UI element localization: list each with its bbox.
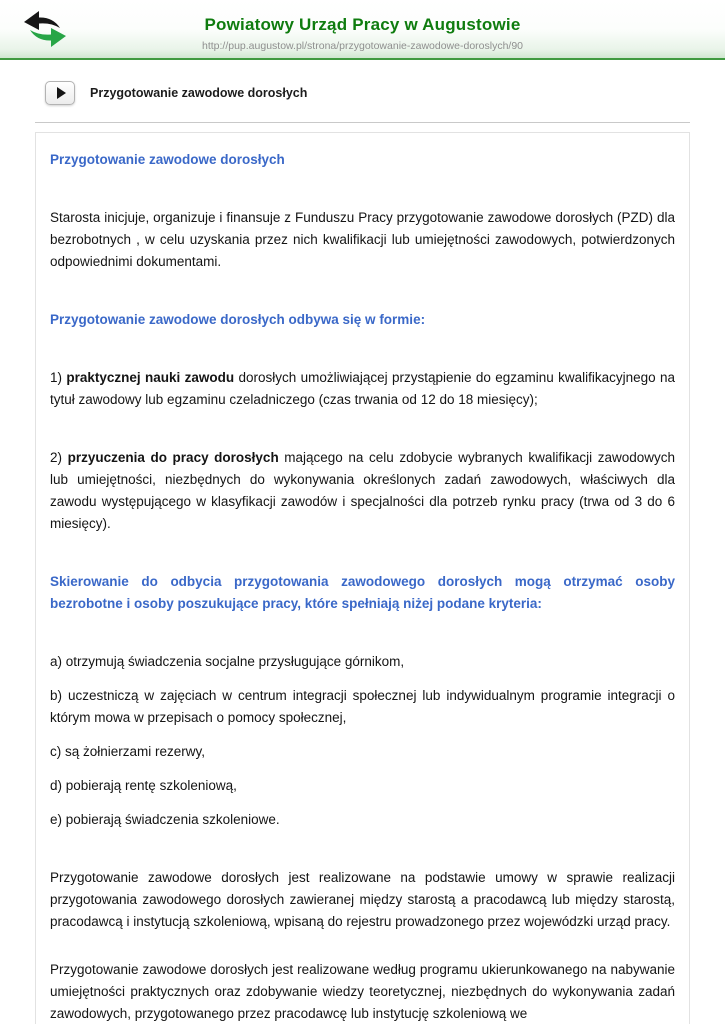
bold-run: praktycznej nauki zawodu xyxy=(66,370,235,385)
section-heading-forms: Przygotowanie zawodowe dorosłych odbywa się w formie: xyxy=(50,312,426,327)
criteria-item-b: b) uczestniczą w zajęciach w centrum integracji społecznej lub indywidualnym programie integracji o którym mowa w przepisach o pomocy społecznej, xyxy=(50,688,675,725)
text-run: 2) xyxy=(50,450,68,465)
text-run: dorosłych umożliwiającej przystąpienie do egzaminu kwalifikacyjnego na tytuł zawodowy lub egzaminu czeladniczego (czas trwania od 12 do 18 miesięcy); xyxy=(50,370,675,407)
site-header xyxy=(0,0,725,60)
criteria-item-d: d) pobierają rentę szkoleniową, xyxy=(50,778,237,793)
program-paragraph: Przygotowanie zawodowe dorosłych jest realizowane według programu ukierunkowanego na nabywanie umiejętności praktycznych oraz zdobywanie wiedzy teoretycznej, niezbędnych do wykonywania zadań zawodowych, przygotowanego przez pracodawcę lub instytucję szkoleniową we xyxy=(50,962,675,1021)
text-run: 1) xyxy=(50,370,67,385)
criteria-item-a: a) otrzymują świadczenia socjalne przysługujące górnikom, xyxy=(50,654,405,669)
breadcrumb-label: Przygotowanie zawodowe dorosłych xyxy=(90,86,308,100)
play-arrow-icon xyxy=(45,81,75,105)
article-content xyxy=(35,132,690,1024)
intro-paragraph: Starosta inicjuje, organizuje i finansuje z Funduszu Pracy przygotowanie zawodowe dorosłych (PZD) dla bezrobotnych , w celu uzyskania przez nich kwalifikacji lub umiejętności zawodowych, potwierdzonych odpowiednimi dokumentami. xyxy=(50,210,675,269)
pup-logo-arrows-icon xyxy=(22,9,68,49)
text-run: mającego na celu zdobycie wybranych kwalifikacji zawodowych lub umiejętności, niezbędnych do wykonywania określonych zadań zawodowych, właściwych dla zawodu występującego w klasyfikacji zawodów i specjalności dla potrzeb rynku pracy (trwa od 3 do 6 miesięcy). xyxy=(50,450,675,531)
breadcrumb xyxy=(0,60,725,105)
criteria-item-c: c) są żołnierzami rezerwy, xyxy=(50,744,206,759)
site-title: Powiatowy Urząd Pracy w Augustowie xyxy=(204,15,521,34)
triangle-glyph xyxy=(57,87,66,99)
horizontal-divider xyxy=(35,122,690,123)
form-item-2 xyxy=(50,447,675,535)
section-heading-criteria: Skierowanie do odbycia przygotowania zawodowego dorosłych mogą otrzymać osoby bezrobotne i osoby poszukujące pracy, które spełniają niżej podane kryteria: xyxy=(50,574,675,611)
criteria-item-e: e) pobierają świadczenia szkoleniowe. xyxy=(50,812,280,827)
form-item-1 xyxy=(50,367,675,411)
article-title: Przygotowanie zawodowe dorosłych xyxy=(50,152,285,167)
bold-run: przyuczenia do pracy dorosłych xyxy=(67,450,279,465)
site-url: http://pup.augustow.pl/strona/przygotowanie-zawodowe-doroslych/90 xyxy=(201,40,524,52)
agreement-paragraph: Przygotowanie zawodowe dorosłych jest realizowane na podstawie umowy w sprawie realizacji przygotowania zawodowego dorosłych zawieranej między starostą a pracodawcą lub między starostą, pracodawcą i instytucją szkoleniową, wpisaną do rejestru prowadzonego przez wojewódzki urząd pracy. xyxy=(50,870,675,929)
